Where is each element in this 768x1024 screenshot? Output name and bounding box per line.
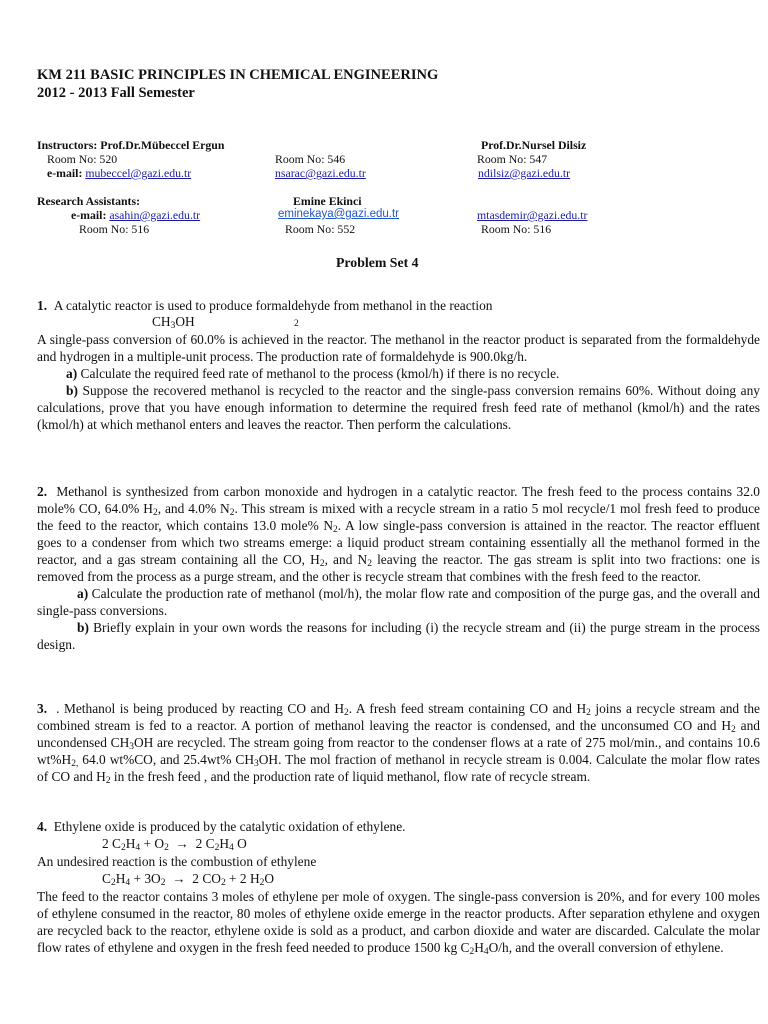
problem-1-body — [37, 331, 760, 433]
problem-1-number: 1. — [37, 298, 48, 313]
semester: 2012 - 2013 Fall Semester — [37, 85, 195, 101]
course-title: KM 211 BASIC PRINCIPLES IN CHEMICAL ENGINEERING — [37, 67, 439, 83]
problem-4-equation-2: $C_2H_4 + 3O_2 \to 2$ $CO_2 + 2$ $H_2O$ — [102, 871, 275, 888]
problem-1-equation-right-sub: 2 — [294, 319, 299, 329]
assistant-email-link-2[interactable]: eminekaya@gazi.edu.tr — [278, 208, 399, 220]
assistant-room-1: Room No: 516 — [79, 222, 150, 236]
problem-2-part-b: b) Briefly explain in your own words the reasons for including (i) the recycle stream and (ii) the purge stream in the process design. — [37, 620, 760, 652]
problem-2-body: 2. Methanol is synthesized from carbon monoxide and hydrogen in a catalytic reactor. The fresh feed to the process contains 32.0 mole% CO, 64.0% $H_2$, and 4.0% $N_2$. This stream is mixed with a recycle stream in a ratio 5 mol recycle/1 mol fresh feed to produce the feed to the reactor, which contains 13.0 mole% $N_2$. A low single-pass conversion is attained in the reactor. The reactor effluent goes to a condenser from which two streams emerge: a liquid product stream containing essentially all the methanol formed in the reactor, and a gas stream containing all the CO, $H_2$, and $N_2$ leaving the reactor. The gas stream is split into two fractions: one is removed from the process as a purge stream, and the other is recycle stream that combines with the fresh feed to the reactor. — [37, 484, 760, 584]
assistant-email-row — [71, 208, 200, 223]
assistant-email-link-3[interactable]: mtasdemir@gazi.edu.tr — [477, 208, 588, 222]
instructor-name-1: Prof.Dr.Mübeccel Ergun — [100, 138, 225, 152]
instructor-email-row — [47, 166, 191, 181]
problem-4-number: 4. — [37, 819, 48, 834]
instructor-name-3: Prof.Dr.Nursel Dilsiz — [481, 138, 587, 152]
problem-3-body: 3. . Methanol is being produced by reacting CO and $H_2$. A fresh feed stream containing CO and $H_2$ joins a recycle stream and the combined stream is fed to a reactor. A portion of methanol leaving the reactor is condensed, and the unconsumed CO and $H_2$ and uncondensed $CH_3OH$ are recycled. The stream going from reactor to the condenser flows at a rate of 275 mol/min., and contains 10.6 $wt\%H_{2,}$ 64.0 wt%CO, and 25.4wt% $CH_3OH$. The mol fraction of methanol in recycle stream is 0.004. Calculate the molar flow rates of CO and $H_2$ in the fresh feed , and the production rate of liquid methanol, flow rate of recycle stream. — [37, 701, 761, 786]
problem-1-intro-text: A catalytic reactor is used to produce formaldehyde from methanol in the reaction — [53, 298, 493, 313]
problem-1-equation-left: $CH_3OH$ — [152, 314, 195, 331]
email-label: e-mail: — [47, 166, 83, 180]
problem-4-body — [37, 888, 760, 956]
problem-4-equation-1: 2 $C_2H_4 + O_2 \to 2$ $C_2H_4$ O — [102, 836, 247, 853]
problem-1-part-b: b) Suppose the recovered methanol is recycled to the reactor and the single-pass conversion remains 60%. Without doing any calculations, prove that you have enough information to determine the required fresh feed rate of methanol (kmol/h) and the rates (kmol/h) at which methanol enters and leaves the reactor. Then perform the calculations. — [37, 383, 760, 432]
instructor-room-3: Room No: 547 — [477, 152, 548, 166]
instructors-label: Instructors: — [37, 138, 98, 152]
problem-set-title: Problem Set 4 — [336, 255, 419, 270]
email-link-3[interactable]: ndilsiz@gazi.edu.tr — [478, 166, 571, 180]
instructor-room-2: Room No: 546 — [275, 152, 346, 166]
problem-4-mid: An undesired reaction is the combustion of ethylene — [37, 854, 317, 869]
problem-4-text: The feed to the reactor contains 3 moles of ethylene per mole of oxygen. The single-pass conversion is 20%, and for every 100 moles of ethylene consumed in the reactor, 80 moles of ethylene oxide emerge in the reactor products. After separation ethylene and oxygen are recycled back to the reactor, ethylene oxide is sold as a product, and carbon dioxide and water are discarded. Calculate the molar flow rates of ethylene and oxygen in the fresh feed needed to produce 1500 kg $C_2H_4O/h$, and the overall conversion of ethylene. — [37, 889, 760, 957]
assistant-email-label: e-mail: — [71, 208, 107, 222]
instructor-room-1: Room No: 520 — [47, 152, 118, 166]
assistant-room-3: Room No: 516 — [481, 222, 552, 236]
assistant-name-2: Emine Ekinci — [293, 194, 362, 208]
problem-3 — [37, 700, 760, 785]
reaction-arrow-icon: → — [175, 836, 189, 851]
assistant-room-2: Room No: 552 — [285, 222, 356, 236]
problem-2-part-a: a) Calculate the production rate of methanol (mol/h), the molar flow rate and composition of the purge gas, and the overall and single-pass conversions. — [37, 586, 760, 618]
problem-4-intro-text: Ethylene oxide is produced by the catalytic oxidation of ethylene. — [53, 819, 406, 834]
problem-1-intro — [37, 298, 493, 314]
assistant-email-link-1[interactable]: asahin@gazi.edu.tr — [109, 208, 201, 222]
problem-1-description: A single-pass conversion of 60.0% is achieved in the reactor. The methanol in the reactor product is separated from the formaldehyde and hydrogen in a multiple-unit process. The production rate of formaldehyde is 900.0kg/h. — [37, 332, 760, 364]
assistants-label: Research Assistants: — [37, 194, 141, 208]
email-link-2[interactable]: nsarac@gazi.edu.tr — [275, 166, 366, 180]
problem-1-part-a: a) Calculate the required feed rate of methanol to the process (kmol/h) if there is no recycle. — [66, 366, 560, 381]
problem-4-intro — [37, 819, 406, 835]
reaction-arrow-icon: → — [172, 871, 186, 886]
problem-2 — [37, 483, 760, 653]
email-link-1[interactable]: mubeccel@gazi.edu.tr — [85, 166, 192, 180]
instructors-row — [37, 138, 224, 153]
